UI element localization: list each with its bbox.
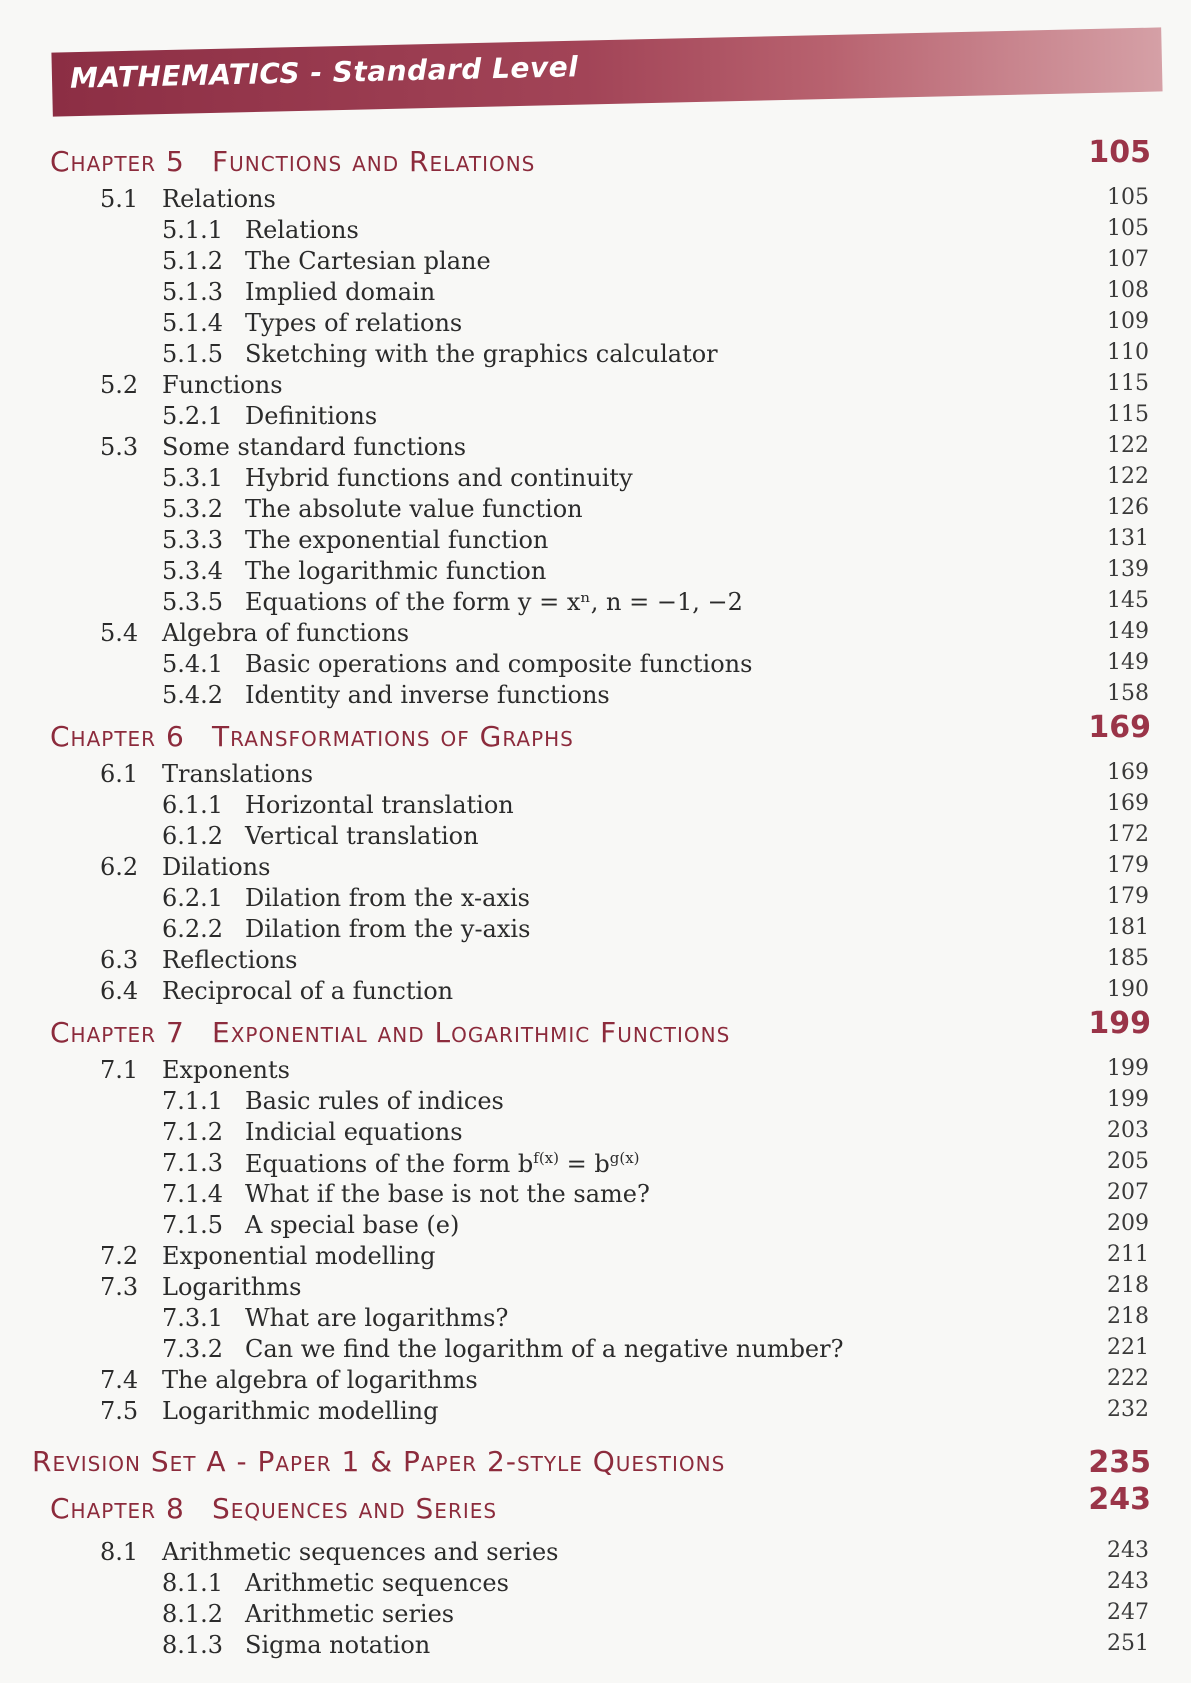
page-number: 158	[1107, 681, 1149, 706]
entry-title: Basic operations and composite functions	[245, 650, 753, 678]
entry-number: Chapter 8	[50, 1492, 185, 1525]
subsection-entry	[0, 1569, 1191, 1601]
entry-number: Chapter 7	[50, 1016, 185, 1049]
entry-title: The absolute value function	[245, 495, 583, 523]
chapter-entry	[0, 135, 1191, 178]
subsection-entry	[0, 309, 1191, 341]
subsection-entry	[0, 464, 1191, 496]
entry-title: Reciprocal of a function	[162, 977, 454, 1005]
page-number: 221	[1107, 1335, 1149, 1360]
page-number: 199	[1088, 1006, 1151, 1041]
page-number: 115	[1107, 402, 1149, 427]
entry-title: Exponential modelling	[162, 1242, 436, 1270]
entry-number: 7.4	[100, 1366, 139, 1394]
entry-title: Exponential and Logarithmic Functions	[212, 1016, 731, 1049]
entry-number: 5.3	[100, 433, 139, 461]
page-number: 108	[1107, 278, 1149, 303]
entry-title: Transformations of Graphs	[212, 720, 574, 753]
section-entry	[0, 433, 1191, 465]
entry-number: 6.2	[100, 853, 139, 881]
page-number: 131	[1107, 526, 1149, 551]
subsection-entry	[0, 1149, 1191, 1181]
subsection-entry	[0, 1600, 1191, 1632]
page-number: 207	[1107, 1180, 1149, 1205]
entry-title: Dilation from the x-axis	[245, 884, 530, 912]
page-number: 243	[1107, 1569, 1149, 1594]
entry-title: Equations of the form $b^{f(x)} = b^{g(x)}$	[245, 1149, 640, 1178]
chapter-entry	[0, 710, 1191, 753]
entry-title: Types of relations	[245, 309, 463, 337]
entry-number: 8.1.3	[162, 1631, 224, 1659]
entry-number: 8.1.2	[162, 1600, 224, 1628]
entry-number: 5.3.2	[162, 495, 224, 523]
entry-number: 7.5	[100, 1397, 139, 1425]
entry-title: Functions	[162, 371, 283, 399]
entry-title: Definitions	[245, 402, 378, 430]
entry-number: 5.4	[100, 619, 139, 647]
page-number: 169	[1107, 791, 1149, 816]
entry-title: The logarithmic function	[245, 557, 547, 585]
page-number: 109	[1107, 309, 1149, 334]
page-number: 232	[1107, 1397, 1149, 1422]
section-entry	[0, 371, 1191, 403]
entry-title: Equations of the form y = xⁿ, n = −1, −2	[245, 588, 743, 616]
entry-title: The Cartesian plane	[245, 247, 491, 275]
subsection-entry	[0, 1631, 1191, 1663]
page-number: 203	[1107, 1118, 1149, 1143]
page-number: 105	[1107, 185, 1149, 210]
entry-number: 5.4.2	[162, 681, 224, 709]
page-header-title: MATHEMATICS - Standard Level	[69, 50, 579, 95]
entry-title: Sketching with the graphics calculator	[245, 340, 718, 368]
page-number: 235	[1088, 1445, 1151, 1480]
entry-title: Vertical translation	[245, 822, 479, 850]
entry-title: What are logarithms?	[245, 1304, 509, 1332]
entry-number: 6.1.1	[162, 791, 224, 819]
entry-title: Horizontal translation	[245, 791, 514, 819]
page-number: 179	[1107, 853, 1149, 878]
entry-title: Arithmetic series	[245, 1600, 455, 1628]
entry-title: Translations	[162, 760, 314, 788]
entry-title: Logarithms	[162, 1273, 302, 1301]
entry-title: Indicial equations	[245, 1118, 463, 1146]
entry-number: 6.2.2	[162, 915, 224, 943]
subsection-entry	[0, 1087, 1191, 1119]
page-number: 211	[1107, 1242, 1149, 1267]
section-entry	[0, 1397, 1191, 1429]
entry-title: Relations	[162, 185, 276, 213]
entry-number: 5.1.4	[162, 309, 224, 337]
section-entry	[0, 977, 1191, 1009]
entry-number: 8.1	[100, 1538, 139, 1566]
section-entry	[0, 1273, 1191, 1305]
page-number: 247	[1107, 1600, 1149, 1625]
subsection-entry	[0, 681, 1191, 713]
entry-title: Dilation from the y-axis	[245, 915, 531, 943]
entry-number: 7.1.1	[162, 1087, 224, 1115]
chapter-entry	[0, 1482, 1191, 1525]
entry-number: 6.4	[100, 977, 139, 1005]
entry-title: Algebra of functions	[162, 619, 410, 647]
section-entry	[0, 1538, 1191, 1570]
entry-title: The exponential function	[245, 526, 549, 554]
page-number: 190	[1107, 977, 1149, 1002]
page-number: 105	[1107, 216, 1149, 241]
chapter-entry	[0, 1006, 1191, 1049]
entry-number: 5.2.1	[162, 402, 224, 430]
entry-title: Arithmetic sequences and series	[162, 1538, 559, 1566]
entry-title: Revision Set A - Paper 1 & Paper 2-style Questions	[32, 1445, 726, 1478]
subsection-entry	[0, 402, 1191, 434]
page-number: 251	[1107, 1631, 1149, 1656]
entry-title: Functions and Relations	[212, 145, 536, 178]
entry-title: Sequences and Series	[212, 1492, 498, 1525]
entry-number: 7.1.3	[162, 1149, 224, 1177]
entry-title: Reflections	[162, 946, 298, 974]
entry-number: 7.3.1	[162, 1304, 224, 1332]
entry-title: Basic rules of indices	[245, 1087, 504, 1115]
entry-number: 6.2.1	[162, 884, 224, 912]
entry-title: Relations	[245, 216, 359, 244]
subsection-entry	[0, 1304, 1191, 1336]
section-entry	[0, 853, 1191, 885]
page-number: 185	[1107, 946, 1149, 971]
entry-number: 7.3	[100, 1273, 139, 1301]
entry-number: 5.1.1	[162, 216, 224, 244]
subsection-entry	[0, 557, 1191, 589]
entry-title: What if the base is not the same?	[245, 1180, 650, 1208]
subsection-entry	[0, 526, 1191, 558]
revision-entry	[0, 1445, 1191, 1480]
page-number: 139	[1107, 557, 1149, 582]
entry-number: 5.1.3	[162, 278, 224, 306]
subsection-entry	[0, 1211, 1191, 1243]
subsection-entry	[0, 1118, 1191, 1150]
page-number: 149	[1107, 619, 1149, 644]
page-number: 243	[1107, 1538, 1149, 1563]
page-number: 107	[1107, 247, 1149, 272]
section-entry	[0, 760, 1191, 792]
entry-number: 5.1.2	[162, 247, 224, 275]
entry-number: 7.2	[100, 1242, 139, 1270]
entry-title: A special base (e)	[245, 1211, 460, 1239]
entry-title: Some standard functions	[162, 433, 467, 461]
entry-number: 7.1.5	[162, 1211, 224, 1239]
page-number: 126	[1107, 495, 1149, 520]
subsection-entry	[0, 247, 1191, 279]
entry-number: 8.1.1	[162, 1569, 224, 1597]
subsection-entry	[0, 495, 1191, 527]
section-entry	[0, 619, 1191, 651]
entry-title: Can we find the logarithm of a negative number?	[245, 1335, 844, 1363]
entry-title: Exponents	[162, 1056, 290, 1084]
page-number: 218	[1107, 1304, 1149, 1329]
entry-number: 6.1.2	[162, 822, 224, 850]
page-number: 122	[1107, 433, 1149, 458]
entry-number: 5.3.1	[162, 464, 224, 492]
entry-title: Implied domain	[245, 278, 436, 306]
page-number: 218	[1107, 1273, 1149, 1298]
subsection-entry	[0, 915, 1191, 947]
entry-number: 7.1.4	[162, 1180, 224, 1208]
entry-number: Chapter 5	[50, 145, 185, 178]
page-number: 205	[1107, 1149, 1149, 1174]
entry-title: The algebra of logarithms	[162, 1366, 478, 1394]
entry-number: 5.4.1	[162, 650, 224, 678]
entry-number: 6.3	[100, 946, 139, 974]
entry-number: 6.1	[100, 760, 139, 788]
page-number: 149	[1107, 650, 1149, 675]
section-entry	[0, 946, 1191, 978]
page-number: 105	[1088, 135, 1151, 170]
entry-number: 7.1.2	[162, 1118, 224, 1146]
page-number: 209	[1107, 1211, 1149, 1236]
section-entry	[0, 1242, 1191, 1274]
entry-title: Logarithmic modelling	[162, 1397, 439, 1425]
page-number: 199	[1107, 1087, 1149, 1112]
page-number: 199	[1107, 1056, 1149, 1081]
page-number: 122	[1107, 464, 1149, 489]
entry-title: Arithmetic sequences	[245, 1569, 509, 1597]
entry-title: Dilations	[162, 853, 271, 881]
subsection-entry	[0, 216, 1191, 248]
entry-number: 5.1.5	[162, 340, 224, 368]
subsection-entry	[0, 1180, 1191, 1212]
entry-number: 5.2	[100, 371, 139, 399]
subsection-entry	[0, 588, 1191, 620]
entry-number: 5.3.4	[162, 557, 224, 585]
subsection-entry	[0, 650, 1191, 682]
entry-title: Hybrid functions and continuity	[245, 464, 633, 492]
entry-number: 5.1	[100, 185, 139, 213]
page-number: 172	[1107, 822, 1149, 847]
entry-number: 7.1	[100, 1056, 139, 1084]
entry-title: Sigma notation	[245, 1631, 431, 1659]
entry-number: 5.3.5	[162, 588, 224, 616]
subsection-entry	[0, 791, 1191, 823]
entry-title: Identity and inverse functions	[245, 681, 610, 709]
section-entry	[0, 1056, 1191, 1088]
entry-number: 7.3.2	[162, 1335, 224, 1363]
subsection-entry	[0, 278, 1191, 310]
page-number: 243	[1088, 1482, 1151, 1517]
subsection-entry	[0, 340, 1191, 372]
subsection-entry	[0, 1335, 1191, 1367]
page-number: 145	[1107, 588, 1149, 613]
section-entry	[0, 1366, 1191, 1398]
page-number: 179	[1107, 884, 1149, 909]
entry-number: Chapter 6	[50, 720, 185, 753]
section-entry	[0, 185, 1191, 217]
page-number: 110	[1107, 340, 1149, 365]
page-number: 222	[1107, 1366, 1149, 1391]
page-number: 115	[1107, 371, 1149, 396]
subsection-entry	[0, 822, 1191, 854]
entry-number: 5.3.3	[162, 526, 224, 554]
page-number: 169	[1088, 710, 1151, 745]
subsection-entry	[0, 884, 1191, 916]
page-number: 181	[1107, 915, 1149, 940]
page-number: 169	[1107, 760, 1149, 785]
